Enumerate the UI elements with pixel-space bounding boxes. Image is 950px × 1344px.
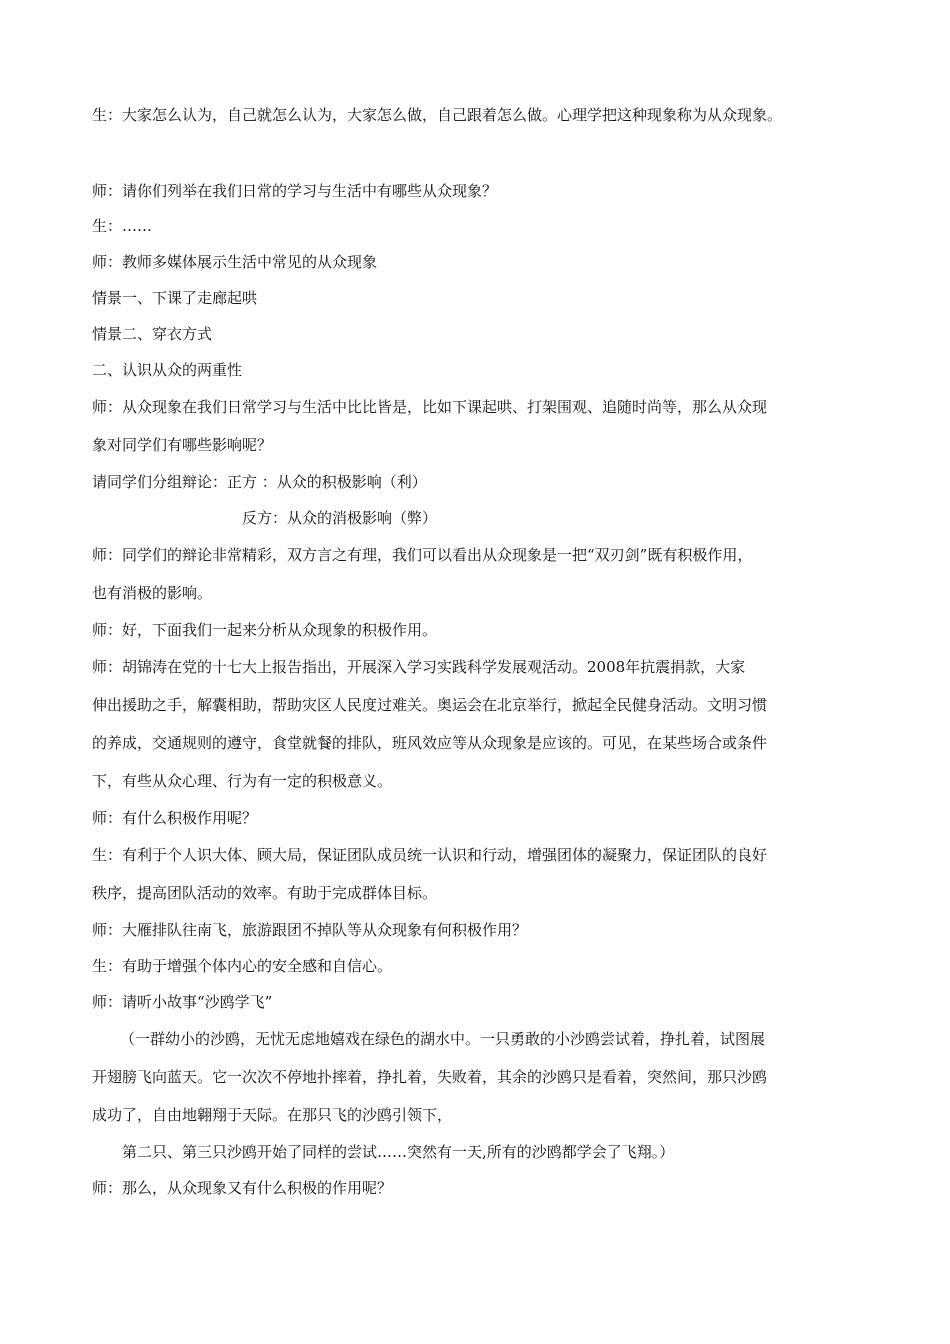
paragraph-line: 象对同学们有哪些影响呢？ <box>92 436 273 454</box>
paragraph-line: 秩序，提高团队活动的效率。有助于完成群体目标。 <box>92 884 438 902</box>
paragraph-line: 师：大雁排队往南飞，旅游跟团不掉队等从众现象有何积极作用？ <box>92 921 528 939</box>
story-line: 成功了，自由地翱翔于天际。在那只飞的沙鸥引领下， <box>92 1106 453 1124</box>
paragraph-line: 也有消极的影响。 <box>92 584 213 602</box>
document-page <box>92 100 860 1206</box>
paragraph-gap <box>92 130 860 174</box>
paragraph-line: 情景一、下课了走廊起哄 <box>92 289 258 307</box>
paragraph-line: 师：请听小故事“沙鸥学飞” <box>92 993 273 1011</box>
paragraph-line: 请同学们分组辩论：正方 ：从众的积极影响（利） <box>92 473 427 491</box>
paragraph-line: 的养成，交通规则的遵守，食堂就餐的排队，班风效应等从众现象是应该的。可见，在某些场合或条件 <box>92 734 768 752</box>
paragraph-line: 师：教师多媒体展示生活中常见的从众现象 <box>92 253 378 271</box>
section-heading: 二、认识从众的两重性 <box>92 361 243 379</box>
paragraph-line: 师：有什么积极作用呢？ <box>92 809 258 827</box>
paragraph-line: 师：那么，从众现象又有什么积极的作用呢？ <box>92 1179 393 1197</box>
paragraph-line: 师：从众现象在我们日常学习与生活中比比皆是，比如下课起哄、打架围观、追随时尚等，那么从众现 <box>92 398 768 416</box>
paragraph-line: 反方：从众的消极影响（弊） <box>242 509 438 527</box>
paragraph-line: 师：同学们的辩论非常精彩，双方言之有理，我们可以看出从众现象是一把“双刃剑”既有积极作用， <box>92 546 753 564</box>
paragraph-line: 情景二、穿衣方式 <box>92 325 213 343</box>
paragraph-line: 生：大家怎么认为，自己就怎么认为，大家怎么做，自己跟着怎么做。心理学把这种现象称为从众现象。 <box>92 106 783 124</box>
paragraph-line: 师：胡锦涛在党的十七大上报告指出，开展深入学习实践科学发展观活动。2008年抗震捐款，大家 <box>92 658 746 676</box>
paragraph-line: 生：有助于增强个体内心的安全感和自信心。 <box>92 957 393 975</box>
paragraph-line: 生：有利于个人识大体、顾大局，保证团队成员统一认识和行动，增强团体的凝聚力，保证团队的良好 <box>92 846 768 864</box>
story-line: 第二只、第三只沙鸥开始了同样的尝试……突然有一天,所有的沙鸥都学会了飞翔。） <box>122 1143 675 1161</box>
paragraph-line: 生：…… <box>92 217 153 235</box>
paragraph-line: 下，有些从众心理、行为有一定的积极意义。 <box>92 772 393 790</box>
paragraph-line: 师：好，下面我们一起来分析从众现象的积极作用。 <box>92 621 438 639</box>
story-line: 开翅膀飞向蓝天。它一次次不停地扑摔着，挣扎着，失败着，其余的沙鸥只是看着，突然间，那只沙鸥 <box>92 1068 768 1086</box>
paragraph-line: 伸出援助之手，解囊相助，帮助灾区人民度过难关。奥运会在北京举行，掀起全民健身活动。文明习惯 <box>92 696 768 714</box>
story-line: （一群幼小的沙鸥，无忧无虑地嬉戏在绿色的湖水中。一只勇敢的小沙鸥尝试着，挣扎着，试图展 <box>120 1030 766 1048</box>
paragraph-line: 师：请你们列举在我们日常的学习与生活中有哪些从众现象？ <box>92 182 498 200</box>
